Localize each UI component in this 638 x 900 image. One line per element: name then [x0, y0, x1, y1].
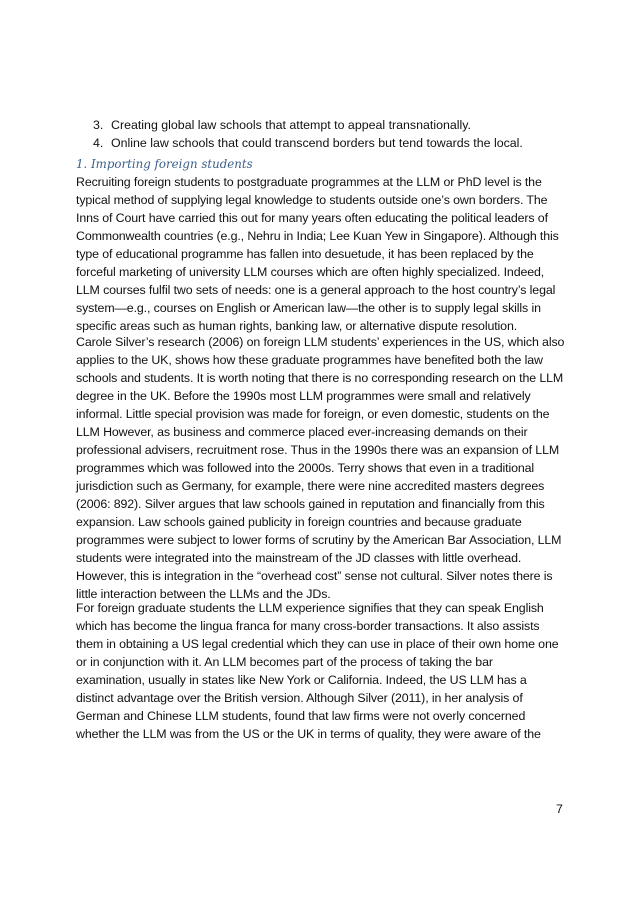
list-item: [93, 116, 523, 134]
text-line: (2006: 892). Silver argues that law schools gained in reputation and financially from this: [76, 497, 545, 511]
text-line: Carole Silver’s research (2006) on foreign LLM students’ experiences in the US, which also: [76, 335, 565, 349]
text-line: informal. Little special provision was made for foreign, or even domestic, students on the: [76, 407, 550, 421]
text-line: programmes were subject to lower forms of scrutiny by the American Bar Association, LLM: [76, 533, 562, 547]
page-number: 7: [556, 802, 563, 816]
text-line: students were integrated into the mainstream of the JD classes with little overhead.: [76, 551, 522, 565]
text-line: LLM However, as business and commerce placed ever-increasing demands on their: [76, 425, 528, 439]
text-line: type of educational programme has fallen into desuetude, it has been replaced by the: [76, 247, 534, 261]
text-line: them in obtaining a US legal credential which they can use in place of their own home one: [76, 637, 559, 651]
paragraph-1: [76, 173, 559, 335]
section-heading: 1. Importing foreign students: [76, 157, 253, 171]
text-line: However, this is integration in the “overhead cost” sense not cultural. Silver notes there is: [76, 569, 553, 583]
text-line: forceful marketing of university LLM courses which are often highly specialized. Indeed,: [76, 265, 545, 279]
text-line: whether the LLM was from the US or the UK in terms of quality, they were aware of the: [76, 727, 541, 741]
text-line: Inns of Court have carried this out for many years often educating the political leaders of: [76, 211, 548, 225]
text-line: or in conjunction with it. An LLM becomes part of the process of taking the bar: [76, 655, 493, 669]
text-line: Recruiting foreign students to postgraduate programmes at the LLM or PhD level is the: [76, 175, 542, 189]
text-line: which has become the lingua franca for many cross-border transactions. It also assists: [76, 619, 540, 633]
text-line: LLM courses fulfil two sets of needs: one is a general approach to the host country’s legal: [76, 283, 556, 297]
text-line: typical method of supplying legal knowledge to students outside one’s own borders. The: [76, 193, 548, 207]
numbered-list: [93, 116, 523, 152]
text-line: little interaction between the LLMs and the JDs.: [76, 587, 331, 601]
text-line: examination, usually in states like New York or California. Indeed, the US LLM has a: [76, 673, 527, 687]
text-line: For foreign graduate students the LLM experience signifies that they can speak English: [76, 601, 544, 615]
list-item-number: 4.: [93, 136, 104, 150]
list-item: [93, 134, 523, 152]
text-line: distinct advantage over the British version. Although Silver (2011), in her analysis of: [76, 691, 523, 705]
text-line: professional advisers, recruitment rose. Thus in the 1990s there was an expansion of LLM: [76, 443, 560, 457]
list-item-text: Creating global law schools that attempt to appeal transnationally.: [111, 118, 471, 132]
text-line: applies to the UK, shows how these graduate programmes have benefited both the law: [76, 353, 543, 367]
text-line: Commonwealth countries (e.g., Nehru in India; Lee Kuan Yew in Singapore). Although this: [76, 229, 559, 243]
list-item-number: 3.: [93, 118, 104, 132]
text-line: programmes which was followed into the 2000s. Terry shows that even in a traditional: [76, 461, 535, 475]
text-line: expansion. Law schools gained publicity in foreign countries and because graduate: [76, 515, 522, 529]
text-line: jurisdiction such as Germany, for example, there were nine accredited masters degrees: [76, 479, 545, 493]
text-line: schools and students. It is worth noting that there is no corresponding research on the LLM: [76, 371, 564, 385]
list-item-text: Online law schools that could transcend borders but tend towards the local.: [111, 136, 523, 150]
text-line: German and Chinese LLM students, found that law firms were not overly concerned: [76, 709, 526, 723]
paragraph-3: [76, 599, 559, 743]
text-line: degree in the UK. Before the 1990s most LLM programmes were small and relatively: [76, 389, 531, 403]
text-line: system—e.g., courses on English or American law—the other is to supply legal skills in: [76, 301, 541, 315]
text-line: specific areas such as human rights, banking law, or alternative dispute resolution.: [76, 319, 518, 333]
paragraph-2: [76, 333, 564, 603]
